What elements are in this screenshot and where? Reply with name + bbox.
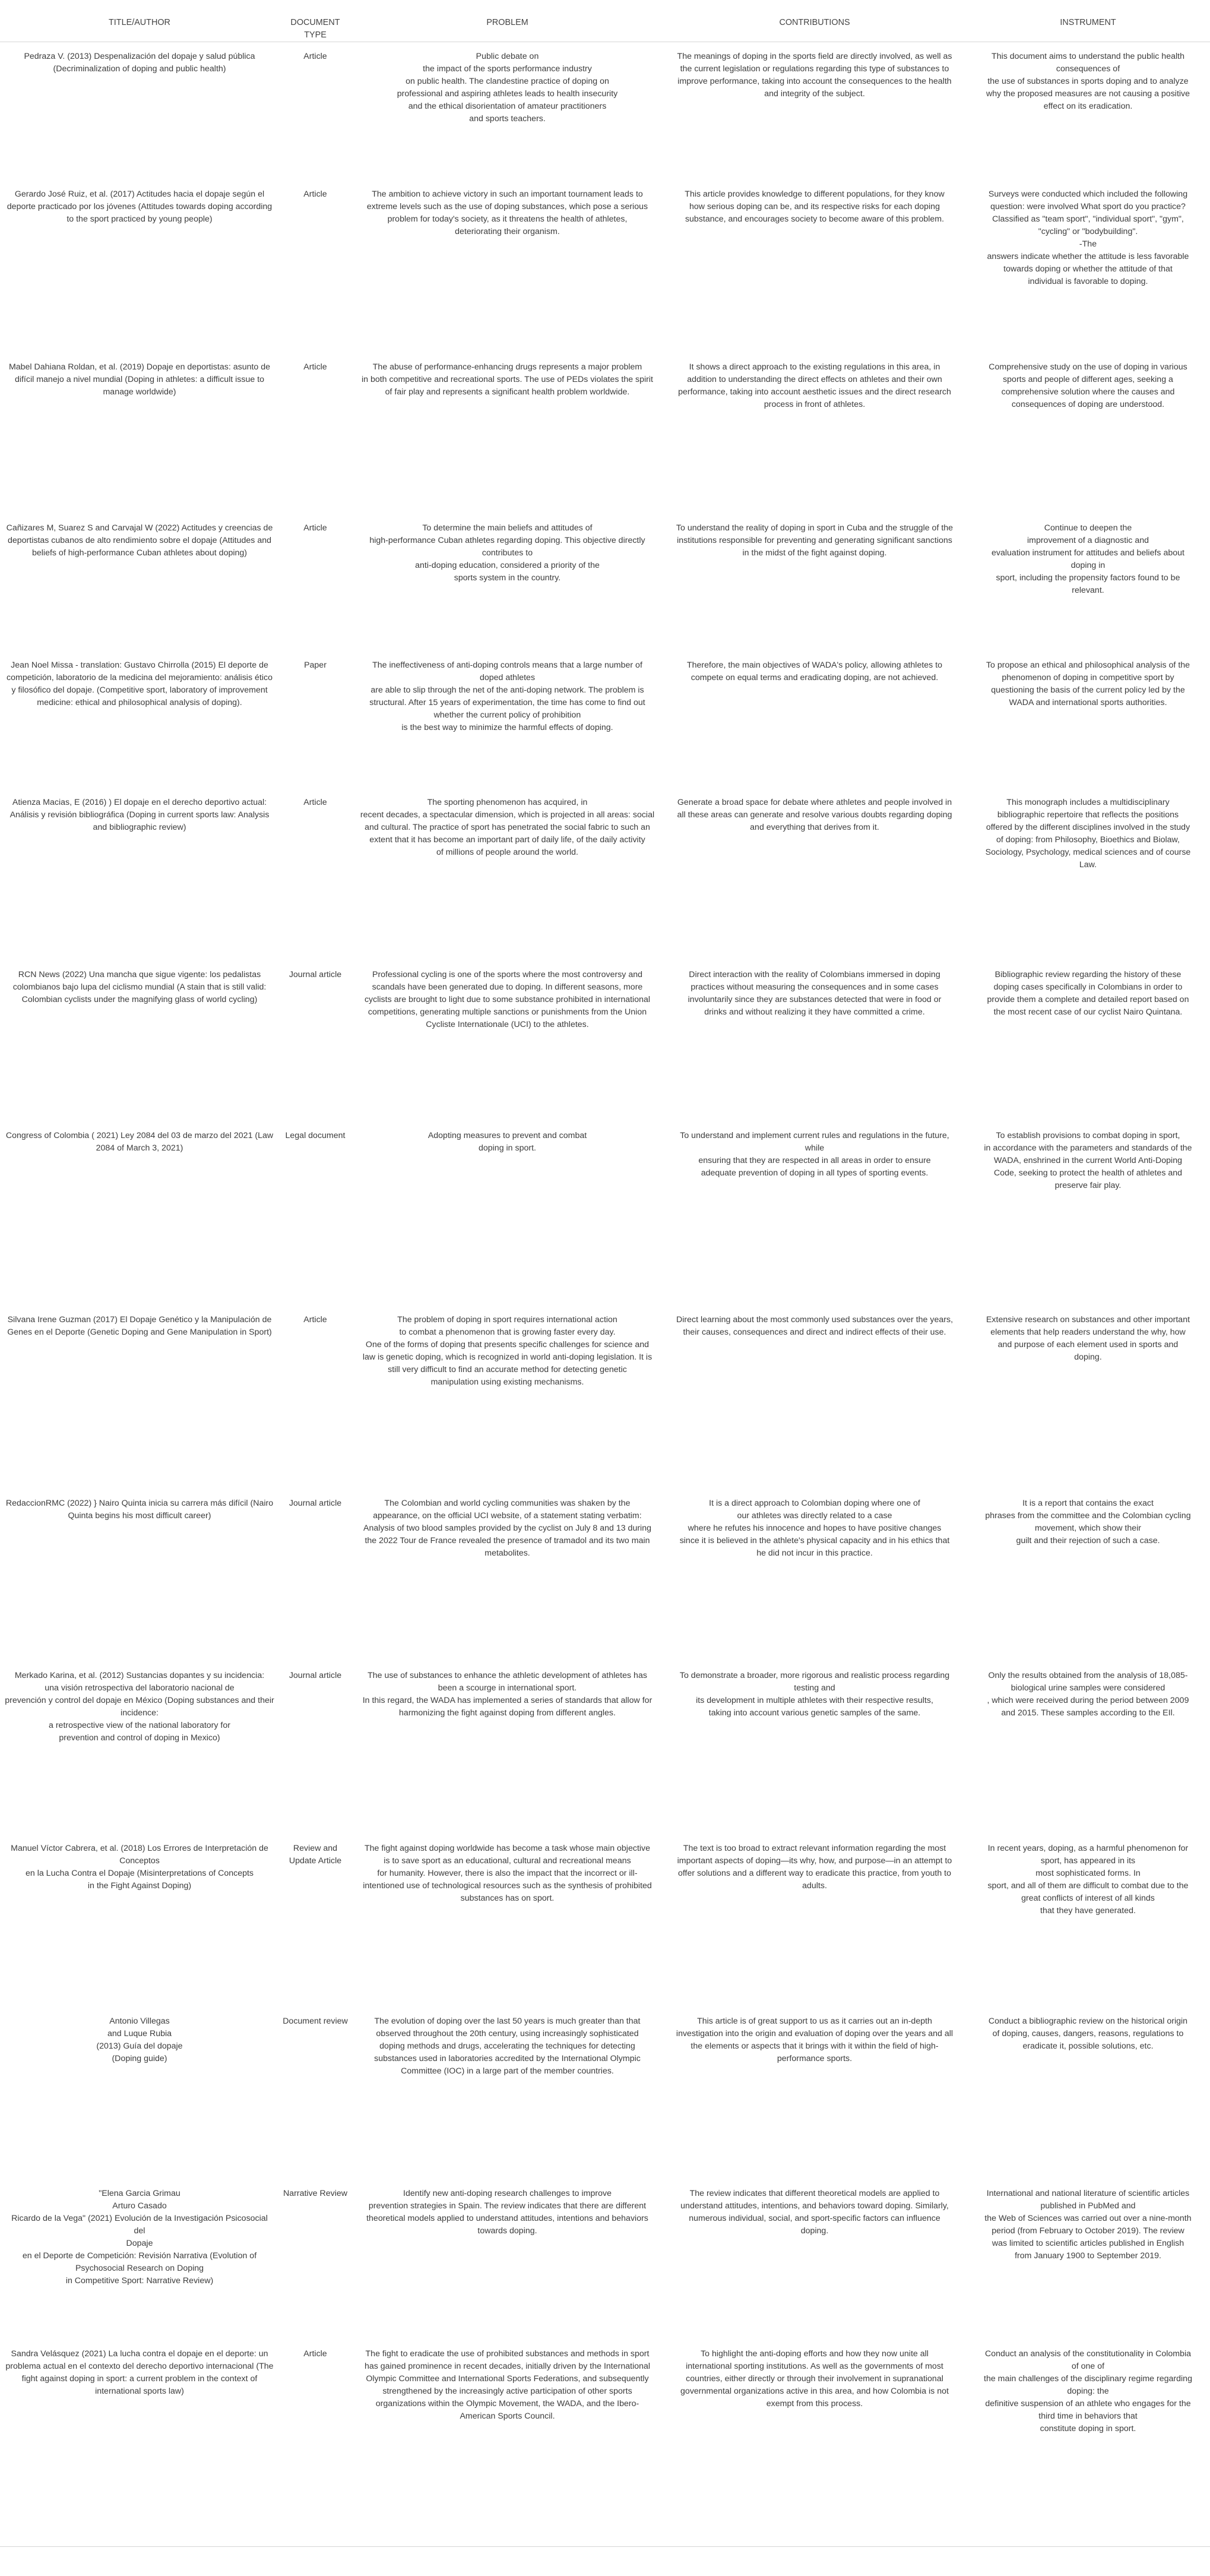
cell-document-type: Legal document	[285, 1131, 346, 1140]
cell-contributions: This article is of great support to us as it carries out an in-depth investigation into the origin and evaluation of doping over the years and all the elements or aspects that it brings with it within the field of high- performance sports.	[676, 2016, 954, 2063]
cell-title-author: Gerardo José Ruiz, et al. (2017) Actitudes hacia el dopaje según el deporte practicado por los jóvenes (Attitudes towards doping according to the sport practiced by young people)	[7, 189, 273, 224]
table-row	[0, 42, 1210, 181]
cell-document-type: Article	[303, 52, 327, 61]
cell-title-author: Atienza Macias, E (2016) ) El dopaje en el derecho deportivo actual: Análisis y revisión bibliográfica (Doping in current sports law: Analysis and bibliographic review)	[9, 798, 270, 832]
cell-instrument: To establish provisions to combat doping in sport, in accordance with the parameters and standards of the WADA, enshrined in the current World Anti-Doping Code, seeking to protect the health of athletes and preserve fair play.	[984, 1131, 1192, 1190]
header-document-type: DOCUMENT TYPE	[279, 17, 351, 42]
cell-problem: Professional cycling is one of the sports where the most controversy and scandals have been generated due to doping. In different seasons, more cyclists are brought to light due to some substance prohibited in international competitions, generating multiple sanctions or punishments from the Union Cycliste Internationale (UCI) to the athletes.	[364, 970, 651, 1029]
table-row	[0, 1489, 1210, 1661]
cell-title-author: Antonio Villegas and Luque Rubia (2013) Guía del dopaje (Doping guide)	[96, 2016, 183, 2063]
cell-title-author: Jean Noel Missa - translation: Gustavo Chirrolla (2015) El deporte de competición, laboratorio de la medicina del mejoramiento: análisis ético y filosófico del dopaje. (Competitive sport, laboratory of improvement medicine: ethical and philosophical analysis of doping).	[7, 660, 273, 707]
cell-problem: The fight against doping worldwide has become a task whose main objective is to save sport as an educational, cultural and recreational means for humanity. However, there is also the impact that the incorrect or ill- intentioned use of technological resources such as the synthesis of prohibited substances has on sport.	[363, 1844, 652, 1903]
cell-document-type: Article	[303, 362, 327, 372]
header-problem: PROBLEM	[351, 17, 663, 42]
cell-contributions: To demonstrate a broader, more rigorous and realistic process regarding testing and its development in multiple athletes with their respective results, taking into account various genetic samples of the same.	[679, 1671, 950, 1718]
cell-instrument: In recent years, doping, as a harmful phenomenon for sport, has appeared in its most sophisticated forms. In sport, and all of them are difficult to combat due to the great conflicts of interest of all kinds that they have generated.	[987, 1844, 1189, 1916]
cell-contributions: Therefore, the main objectives of WADA's policy, allowing athletes to compete on equal terms and eradicating doping, are not achieved.	[686, 660, 943, 682]
cell-contributions: It is a direct approach to Colombian doping where one of our athletes was directly related to a case where he refutes his innocence and hopes to have positive changes since it is believed in the athlete's physical capacity and in his ethics that he did not incur in this practice.	[679, 1499, 950, 1558]
table-row	[0, 353, 1210, 514]
cell-document-type: Paper	[304, 660, 327, 670]
cell-document-type: Review and Update Article	[289, 1844, 342, 1866]
cell-title-author: Congress of Colombia ( 2021) Ley 2084 del 03 de marzo del 2021 (Law 2084 of March 3, 2021)	[5, 1131, 274, 1153]
cell-title-author: Manuel Víctor Cabrera, et al. (2018) Los Errores de Interpretación de Conceptos en la Lucha Contra el Dopaje (Misinterpretations of Concepts in the Fight Against Doping)	[11, 1844, 268, 1891]
cell-problem: To determine the main beliefs and attitudes of high-performance Cuban athletes regarding doping. This objective directly contributes to anti-doping education, considered a priority of the sports system in the country.	[369, 523, 645, 583]
cell-instrument: Comprehensive study on the use of doping in various sports and people of different ages, seeking a comprehensive solution where the causes and consequences of doping are understood.	[989, 362, 1187, 409]
cell-instrument: Only the results obtained from the analysis of 18,085- biological urine samples were considered , which were received during the period between 2009 and 2015. These samples according to the EIl.	[987, 1671, 1189, 1718]
table-row	[0, 960, 1210, 1121]
cell-instrument: Conduct a bibliographic review on the historical origin of doping, causes, dangers, reasons, regulations to eradicate it, possible solutions, etc.	[988, 2016, 1188, 2051]
table-row	[0, 1306, 1210, 1489]
header-contributions: CONTRIBUTIONS	[663, 17, 966, 42]
cell-instrument: This document aims to understand the public health consequences of the use of substances in sports doping and to analyze why the proposed measures are not causing a positive effect on its eradication.	[986, 52, 1190, 111]
cell-contributions: Direct learning about the most commonly used substances over the years, their causes, consequences and direct and indirect effects of their use.	[676, 1315, 954, 1337]
cell-contributions: Direct interaction with the reality of Colombians immersed in doping practices without measuring the consequences and in some cases involuntarily since they are substances detected that were in food or drinks and without realizing it they have committed a crime.	[688, 970, 942, 1017]
cell-title-author: RCN News (2022) Una mancha que sigue vigente: los pedalistas colombianos bajo lupa del ciclismo mundial (A stain that is still valid: Colombian cyclists under the magnifying glass of world cycling)	[12, 970, 267, 1004]
cell-document-type: Journal article	[289, 1671, 342, 1680]
cell-contributions: It shows a direct approach to the existing regulations in this area, in addition to understanding the direct effects on athletes and their own performance, taking into account aesthetic issues and the direct research process in front of athletes.	[678, 362, 951, 409]
cell-instrument: Surveys were conducted which included the following question: were involved What sport do you practice? Classified as "team sport", "individual sport", "gym", "cycling" or "bodybuilding". -The answers indicate whether the attitude is less favorable towards doping or whether the attitude of that individual is favorable to doping.	[987, 189, 1189, 286]
cell-contributions: To understand the reality of doping in sport in Cuba and the struggle of the institutions responsible for preventing and generating significant sanctions in the midst of the fight against doping.	[676, 523, 954, 558]
cell-problem: The Colombian and world cycling communities was shaken by the appearance, on the official UCI website, of a statement stating verbatim: Analysis of two blood samples provided by the cyclist on July 8 and 13 during the 2022 Tour de France revealed the presence of tramadol and its two main metabolites.	[363, 1499, 651, 1558]
cell-contributions: To highlight the anti-doping efforts and how they now unite all international sporting institutions. As well as the governments of most countries, either directly or through their involvement in supranational governmental organizations active in this area, and how Colombia is not exempt from this process.	[663, 2340, 966, 2547]
cell-title-author: "Elena Garcia Grimau Arturo Casado Ricardo de la Vega" (2021) Evolución de la Investigación Psicosocial del Dopaje en el Deporte de Competición: Revisión Narrativa (Evolution of Psychosocial Research on Doping in Competitive Sport: Narrative Review)	[11, 2189, 268, 2286]
cell-instrument: This monograph includes a multidisciplinary bibliographic repertoire that reflects the positions offered by the different disciplines involved in the study of doping: from Philosophy, Bioethics and Biolaw, Sociology, Psychology, medical sciences and of course Law.	[985, 798, 1191, 870]
table-row	[0, 788, 1210, 960]
cell-document-type: Article	[303, 189, 327, 199]
cell-instrument: To propose an ethical and philosophical analysis of the phenomenon of doping in competitive sport by questioning the basis of the current policy led by the WADA and international sports authorities.	[986, 660, 1190, 707]
cell-instrument: International and national literature of scientific articles published in PubMed and the Web of Sciences was carried out over a nine-month period (from February to October 2019). The review was limited to scientific articles published in English from January 1900 to September 2019.	[984, 2189, 1192, 2261]
cell-problem: The evolution of doping over the last 50 years is much greater than that observed throughout the 20th century, using increasingly sophisticated doping methods and drugs, accelerating the techniques for detecting substances used in laboratories accredited by the International Olympic Committee (IOC) in a large part of the member countries.	[374, 2016, 641, 2076]
table-row	[0, 1661, 1210, 1834]
literature-review-table	[0, 17, 1210, 2547]
cell-contributions: Generate a broad space for debate where athletes and people involved in all these areas can generate and resolve various doubts regarding doping and everything that derives from it.	[677, 798, 952, 832]
cell-contributions: To understand and implement current rules and regulations in the future, while ensuring that they are respected in all areas in order to ensure adequate prevention of doping in all types of sporting events.	[680, 1131, 949, 1178]
cell-problem: The use of substances to enhance the athletic development of athletes has been a scourge in international sport. In this regard, the WADA has implemented a series of standards that allow for harmonizing the fight against doping from different angles.	[362, 1671, 652, 1718]
cell-problem: Public debate on the impact of the sports performance industry on public health. The clandestine practice of doping on professional and aspiring athletes leads to health insecurity and the ethical disorientation of amateur practitioners and sports teachers.	[397, 52, 618, 124]
cell-document-type: Article	[279, 2340, 351, 2547]
cell-instrument: Extensive research on substances and other important elements that help readers understand the why, how and purpose of each element used in sports and doping.	[986, 1315, 1190, 1362]
cell-problem: The problem of doping in sport requires international action to combat a phenomenon that is growing faster every day. One of the forms of doping that presents specific challenges for science and law is genetic doping, which is recognized in world anti-doping legislation. It is still very difficult to find an accurate method for detecting genetic manipulation using existing mechanisms.	[362, 1315, 652, 1387]
cell-problem: The fight to eradicate the use of prohibited substances and methods in sport has gained prominence in recent decades, initially driven by the International Olympic Committee and International Sports Federations, and subsequently strengthened by the increasingly active participation of other sports organizations within the Olympic Movement, the WADA, and the Ibero- American Sports Council.	[351, 2340, 663, 2547]
cell-title-author: Silvana Irene Guzman (2017) El Dopaje Genético y la Manipulación de Genes en el Deporte (Genetic Doping and Gene Manipulation in Sport)	[7, 1315, 272, 1337]
cell-contributions: The meanings of doping in the sports field are directly involved, as well as the current legislation or regulations regarding this type of substances to improve performance, taking into account the consequences to the health and integrity of the subject.	[677, 52, 952, 99]
cell-title-author: Sandra Velásquez (2021) La lucha contra el dopaje en el deporte: un problema actual en el contexto del derecho deportivo internacional (The fight against doping in sport: a current problem in the context of international sports law)	[0, 2340, 279, 2547]
cell-contributions: The review indicates that different theoretical models are applied to understand attitudes, intentions, and behaviors toward doping. Similarly, numerous individual, social, and sport-specific factors can influence doping.	[680, 2189, 949, 2236]
cell-document-type: Document review	[283, 2016, 348, 2026]
cell-title-author: Mabel Dahiana Roldan, et al. (2019) Dopaje en deportistas: asunto de difícil manejo a nivel mundial (Doping in athletes: a difficult issue to manage worldwide)	[8, 362, 271, 397]
cell-problem: The sporting phenomenon has acquired, in recent decades, a spectacular dimension, which is projected in all areas: social and cultural. The practice of sport has penetrated the social fabric to such an extent that it has become an important part of daily life, of the daily activity of millions of people around the world.	[360, 798, 655, 857]
cell-document-type: Article	[303, 798, 327, 807]
cell-problem: Identify new anti-doping research challenges to improve prevention strategies in Spain. The review indicates that there are different theoretical models applied to understand attitudes, intentions and behaviors towards doping.	[366, 2189, 648, 2236]
cell-document-type: Journal article	[289, 970, 342, 979]
cell-document-type: Narrative Review	[283, 2189, 347, 2198]
cell-document-type: Journal article	[289, 1499, 342, 1508]
cell-instrument: Conduct an analysis of the constitutionality in Colombia of one of the main challenges of the disciplinary regime regarding doping: the definitive suspension of an athlete who engages for the third time in behaviors that constitute doping in sport.	[966, 2340, 1210, 2547]
cell-contributions: The text is too broad to extract relevant information regarding the most important aspects of doping—its why, how, and purpose—in an attempt to offer solutions and a different way to eradicate this practice, from youth to adults.	[677, 1844, 952, 1891]
cell-problem: The abuse of performance-enhancing drugs represents a major problem in both competitive and recreational sports. The use of PEDs violates the spirit of fair play and represents a significant health problem worldwide.	[361, 362, 654, 397]
cell-problem: Adopting measures to prevent and combat doping in sport.	[427, 1131, 587, 1153]
table-header-row	[0, 17, 1210, 42]
table-row	[0, 1121, 1210, 1306]
cell-title-author: Merkado Karina, et al. (2012) Sustancias dopantes y su incidencia: una visión retrospectiva del laboratorio nacional de prevención y control del dopaje en México (Doping substances and their incidence: a retrospective view of the national laboratory for prevention and control of doping in Mexico)	[5, 1671, 274, 1743]
table-row	[0, 651, 1210, 788]
table-row	[0, 2007, 1210, 2179]
cell-problem: The ineffectiveness of anti-doping controls means that a large number of doped athletes are able to slip through the net of the anti-doping network. The problem is structural. After 15 years of experimentation, the time has come to find out whether the current policy of prohibition is the best way to minimize the harmful effects of doping.	[369, 660, 645, 732]
cell-contributions: This article provides knowledge to different populations, for they know how serious doping can be, and its respective risks for each doping substance, and encourages society to become aware of this problem.	[685, 189, 945, 224]
cell-instrument: Bibliographic review regarding the history of these doping cases specifically in Colombians in order to provide them a complete and detailed report based on the most recent case of our cyclist Nairo Quintana.	[987, 970, 1189, 1017]
header-instrument: INSTRUMENT	[966, 17, 1210, 42]
cell-problem: The ambition to achieve victory in such an important tournament leads to extreme levels such as the use of doping substances, which pose a serious problem for today's society, as it threatens the health of athletes, deteriorating their organism.	[366, 189, 648, 236]
table-row	[0, 1834, 1210, 2007]
cell-document-type: Article	[303, 1315, 327, 1325]
table-row	[0, 514, 1210, 651]
table-row	[0, 2179, 1210, 2340]
table-row	[0, 180, 1210, 353]
cell-title-author: RedaccionRMC (2022) } Nairo Quinta inicia su carrera más difícil (Nairo Quinta begins his most difficult career)	[5, 1499, 274, 1521]
cell-instrument: It is a report that contains the exact phrases from the committee and the Colombian cycling movement, which show their guilt and their rejection of such a case.	[985, 1499, 1191, 1545]
cell-title-author: Cañizares M, Suarez S and Carvajal W (2022) Actitudes y creencias de deportistas cubanos de alto rendimiento sobre el dopaje (Attitudes and beliefs of high-performance Cuban athletes about doping)	[6, 523, 273, 558]
cell-title-author: Pedraza V. (2013) Despenalización del dopaje y salud pública (Decriminalization of doping and public health)	[24, 52, 255, 74]
header-title-author: TITLE/AUTHOR	[0, 17, 279, 42]
cell-document-type: Article	[303, 523, 327, 533]
table-row	[0, 2340, 1210, 2547]
cell-instrument: Continue to deepen the improvement of a diagnostic and evaluation instrument for attitudes and beliefs about doping in sport, including the propensity factors found to be relevant.	[992, 523, 1184, 595]
